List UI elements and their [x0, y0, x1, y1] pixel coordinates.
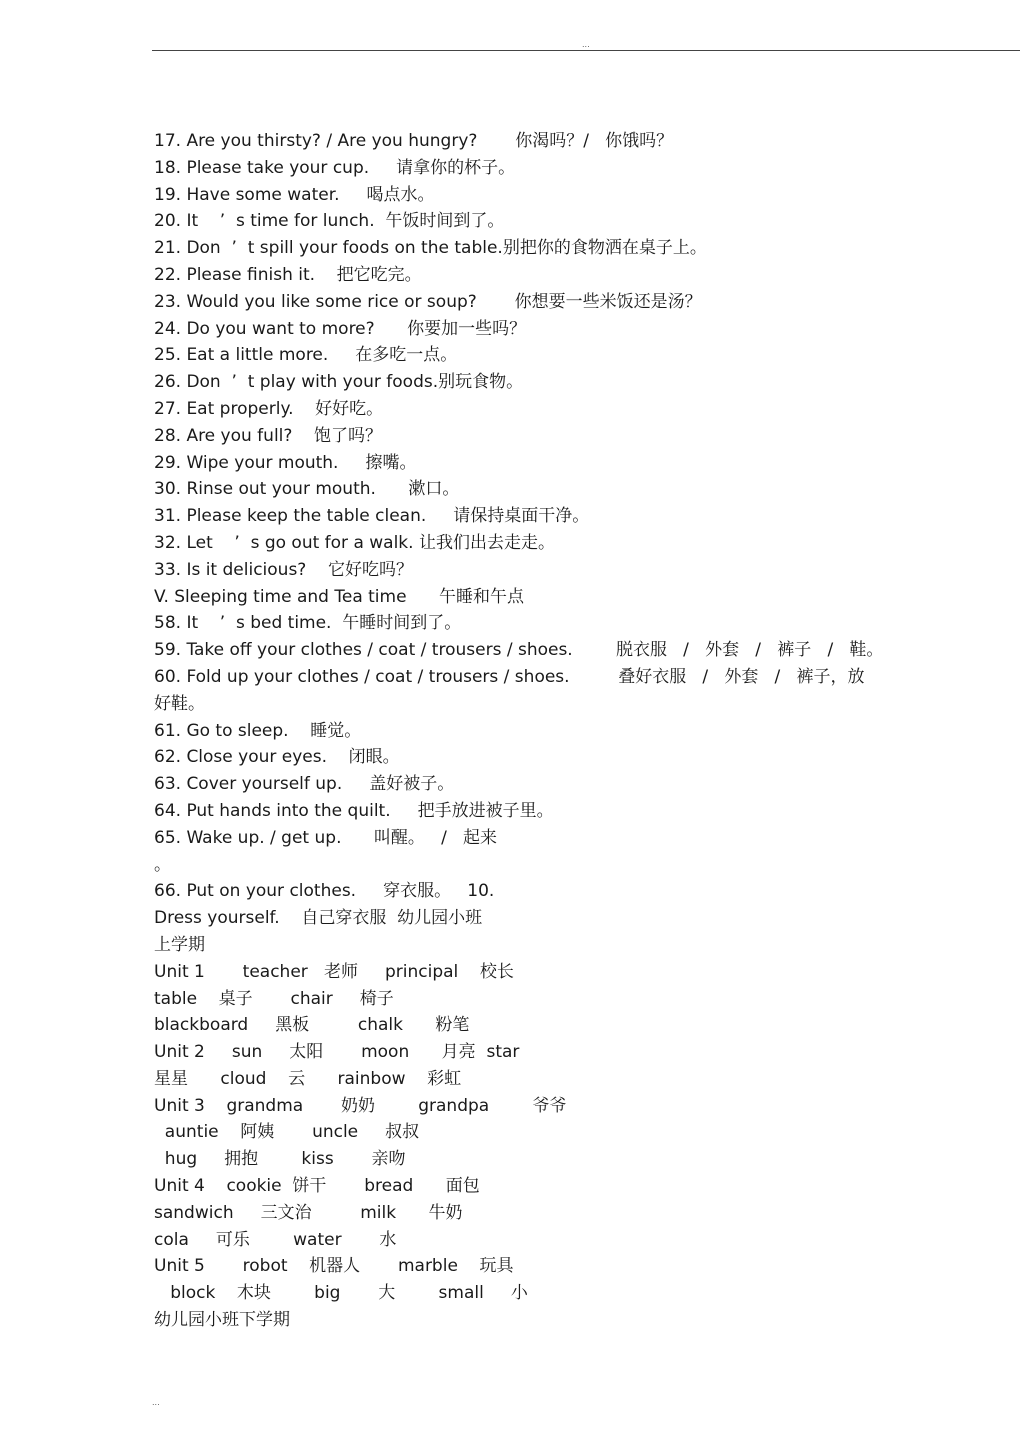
- vocab-line: table 桌子 chair 椅子: [154, 988, 394, 1009]
- text-line: 20. It ’ s time for lunch. 午饭时间到了。: [154, 211, 505, 232]
- vocab-line: Unit 5 robot 机器人 marble 玩具: [154, 1256, 514, 1277]
- text-line: 61. Go to sleep. 睡觉。: [154, 720, 362, 741]
- text-line: 19. Have some water. 喝点水。: [154, 184, 435, 205]
- text-line: 17. Are you thirsty? / Are you hungry? 你渴吗？/ 你饿吗？: [154, 131, 674, 151]
- header-rule: [152, 50, 1020, 51]
- text-line: Dress yourself. 自己穿衣服 幼儿园小班: [154, 908, 483, 929]
- text-line: 59. Take off your clothes / coat / trousers / shoes. 脱衣服 / 外套 / 裤子 / 鞋。: [154, 640, 884, 661]
- vocab-line: 星星 cloud 云 rainbow 彩虹: [154, 1068, 462, 1089]
- text-line: 上学期: [154, 934, 205, 955]
- vocab-line: hug 拥抱 kiss 亲吻: [154, 1149, 406, 1170]
- text-line: 27. Eat properly. 好好吃。: [154, 398, 384, 419]
- vocab-line: cola 可乐 water 水: [154, 1229, 397, 1250]
- vocab-line: blackboard 黑板 chalk 粉笔: [154, 1015, 470, 1036]
- text-line: 60. Fold up your clothes / coat / trousers / shoes. 叠好衣服 / 外套 / 裤子，放: [154, 666, 865, 687]
- text-line: 31. Please keep the table clean. 请保持桌面干净。: [154, 506, 590, 527]
- text-line: 22. Please finish it. 把它吃完。: [154, 264, 422, 285]
- vocab-line: auntie 阿姨 uncle 叔叔: [154, 1122, 420, 1143]
- text-line: 18. Please take your cup. 请拿你的杯子。: [154, 157, 516, 178]
- vocab-line: sandwich 三文治 milk 牛奶: [154, 1202, 463, 1223]
- text-line: 33. Is it delicious? 它好吃吗？: [154, 559, 413, 580]
- document-body: [154, 128, 894, 1334]
- text-line: 65. Wake up. / get up. 叫醒。 / 起来: [154, 827, 498, 848]
- text-line: 32. Let ’ s go out for a walk. 让我们出去走走。: [154, 532, 555, 553]
- text-line: 63. Cover yourself up. 盖好被子。: [154, 774, 455, 795]
- text-line: 58. It ’ s bed time. 午睡时间到了。: [154, 613, 462, 634]
- text-line: 28. Are you full? 饱了吗？: [154, 425, 383, 446]
- vocab-line: Unit 2 sun 太阳 moon 月亮 star: [154, 1042, 520, 1063]
- text-line: 66. Put on your clothes. 穿衣服。 10.: [154, 881, 495, 902]
- text-line: 62. Close your eyes. 闭眼。: [154, 747, 400, 768]
- section-heading: 幼儿园小班下学期: [154, 1310, 290, 1331]
- text-line: 好鞋。: [154, 693, 205, 714]
- text-line: 23. Would you like some rice or soup? 你想要一些米饭还是汤？: [154, 291, 702, 312]
- vocab-line: Unit 1 teacher 老师 principal 校长: [154, 961, 514, 982]
- text-line: 26. Don ’ t play with your foods.别玩食物。: [154, 372, 524, 393]
- footer-mark: ...: [152, 1398, 160, 1407]
- text-line: 21. Don ’ t spill your foods on the table.别把你的食物洒在桌子上。: [154, 238, 707, 259]
- vocab-line: Unit 4 cookie 饼干 bread 面包: [154, 1176, 480, 1197]
- section-heading: V. Sleeping time and Tea time 午睡和午点: [154, 586, 524, 607]
- header-mark: ...: [582, 40, 590, 49]
- vocab-line: Unit 3 grandma 奶奶 grandpa 爷爷: [154, 1095, 567, 1116]
- text-line: 24. Do you want to more? 你要加一些吗？: [154, 318, 527, 339]
- text-line: 64. Put hands into the quilt. 把手放进被子里。: [154, 800, 554, 821]
- text-line: 。: [154, 854, 171, 875]
- text-line: 30. Rinse out your mouth. 漱口。: [154, 479, 460, 500]
- text-line: 29. Wipe your mouth. 擦嘴。: [154, 452, 417, 473]
- vocab-line: block 木块 big 大 small 小: [154, 1283, 528, 1304]
- text-line: 25. Eat a little more. 在多吃一点。: [154, 345, 458, 366]
